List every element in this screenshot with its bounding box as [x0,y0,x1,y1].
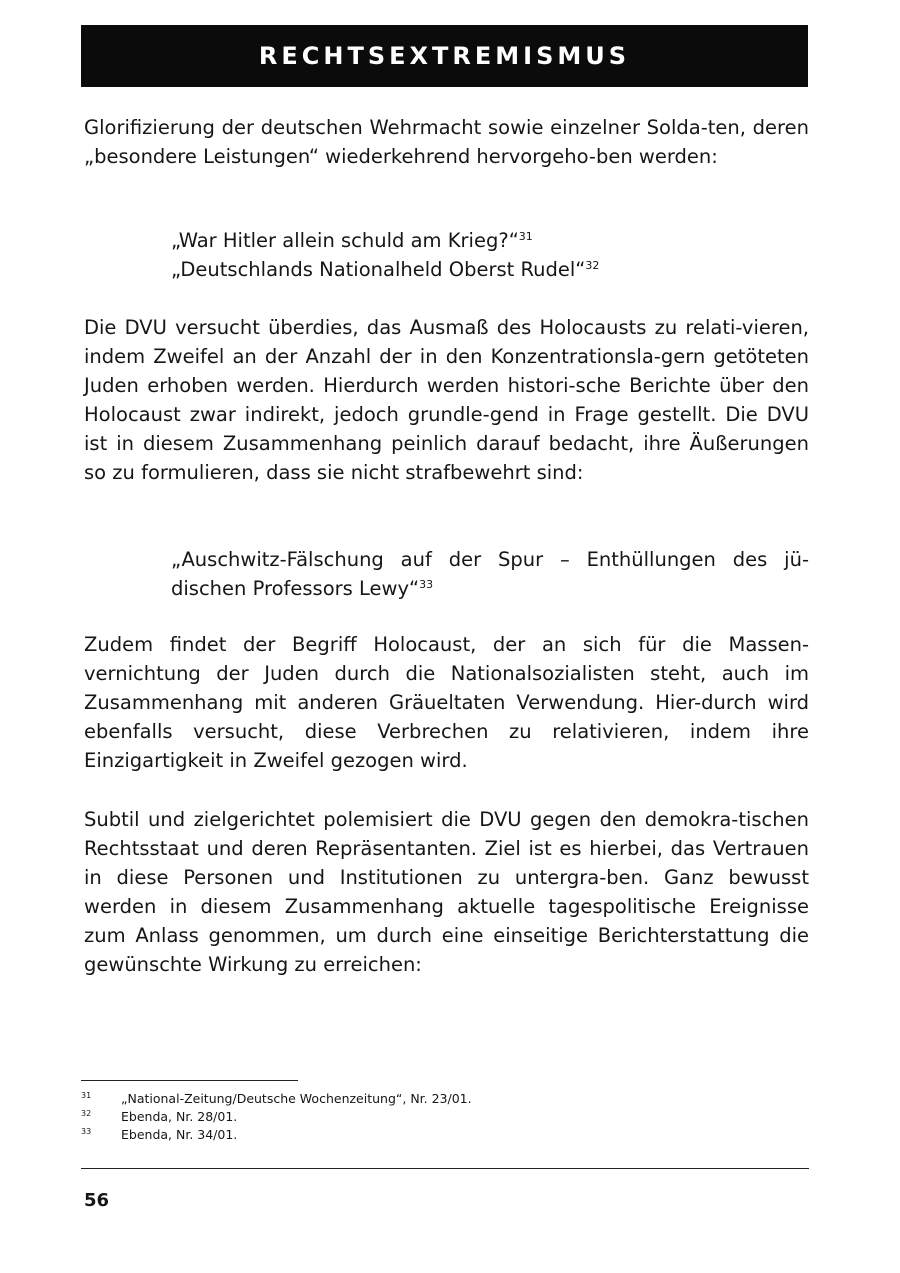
footnote-number: 32 [81,1109,92,1118]
footnote-ref-32: 32 [585,259,600,272]
quote-line-2 [171,255,809,284]
page-header-title: RECHTSEXTREMISMUS [258,42,631,70]
footnote-divider [81,1080,298,1081]
footnote-text: „National-Zeitung/Deutsche Wochenzeitung“, Nr. 23/01. [121,1091,472,1106]
footnote-text: Ebenda, Nr. 34/01. [121,1127,238,1142]
footnote-text: Ebenda, Nr. 28/01. [121,1109,238,1124]
bottom-divider [81,1168,809,1169]
quote-line-1 [171,226,809,255]
quote-block-2-text: „Auschwitz-Fälschung auf der Spur – Enthüllungen des jü-dischen Professors Lewy“ [171,548,809,600]
page-number: 56 [84,1190,110,1211]
footnotes [81,1090,681,1144]
header-banner [81,25,808,87]
quote-block-2 [171,545,809,603]
footnote-item [81,1108,681,1126]
quote-line-1-text: „War Hitler allein schuld am Krieg?“ [171,229,519,252]
footnote-ref-31: 31 [518,230,533,243]
footnote-item [81,1126,681,1144]
body-paragraph-1: Glorifizierung der deutschen Wehrmacht sowie einzelner Solda-ten, deren „besondere Leistungen“ wiederkehrend hervorgeho-ben werden: [84,116,809,168]
quote-block-1 [171,226,809,284]
footnote-number: 33 [81,1127,92,1136]
body-paragraph-2: Die DVU versucht überdies, das Ausmaß des Holocausts zu relati-vieren, indem Zweifel an der Anzahl der in den Konzentrationsla-gern getöteten Juden erhoben werden. Hierdurch werden histori-sche Berichte über den Holocaust zwar indirekt, jedoch grundle-gend in Frage gestellt. Die DVU ist in diesem Zusammenhang peinlich darauf bedacht, ihre Äußerungen so zu formulieren, dass sie nicht strafbewehrt sind: [84,316,809,484]
body-paragraph-3: Zudem findet der Begriff Holocaust, der an sich für die Massen-vernichtung der Juden durch die Nationalsozialisten steht, auch im Zusammenhang mit anderen Gräueltaten Verwendung. Hier-durch wird ebenfalls versucht, diese Verbrechen zu relativieren, indem ihre Einzigartigkeit in Zweifel gezogen wird. [84,633,809,772]
footnote-number: 31 [81,1091,92,1100]
quote-line-2-text: „Deutschlands Nationalheld Oberst Rudel“ [171,258,586,281]
footnote-ref-33: 33 [419,578,434,591]
body-paragraph-4: Subtil und zielgerichtet polemisiert die DVU gegen den demokra-tischen Rechtsstaat und deren Repräsentanten. Ziel ist es hierbei, das Vertrauen in diese Personen und Institutionen zu untergra-ben. Ganz bewusst werden in diesem Zusammenhang aktuelle tagespolitische Ereignisse zum Anlass genommen, um durch eine einseitige Berichterstattung die gewünschte Wirkung zu erreichen: [84,808,809,976]
footnote-item [81,1090,681,1108]
